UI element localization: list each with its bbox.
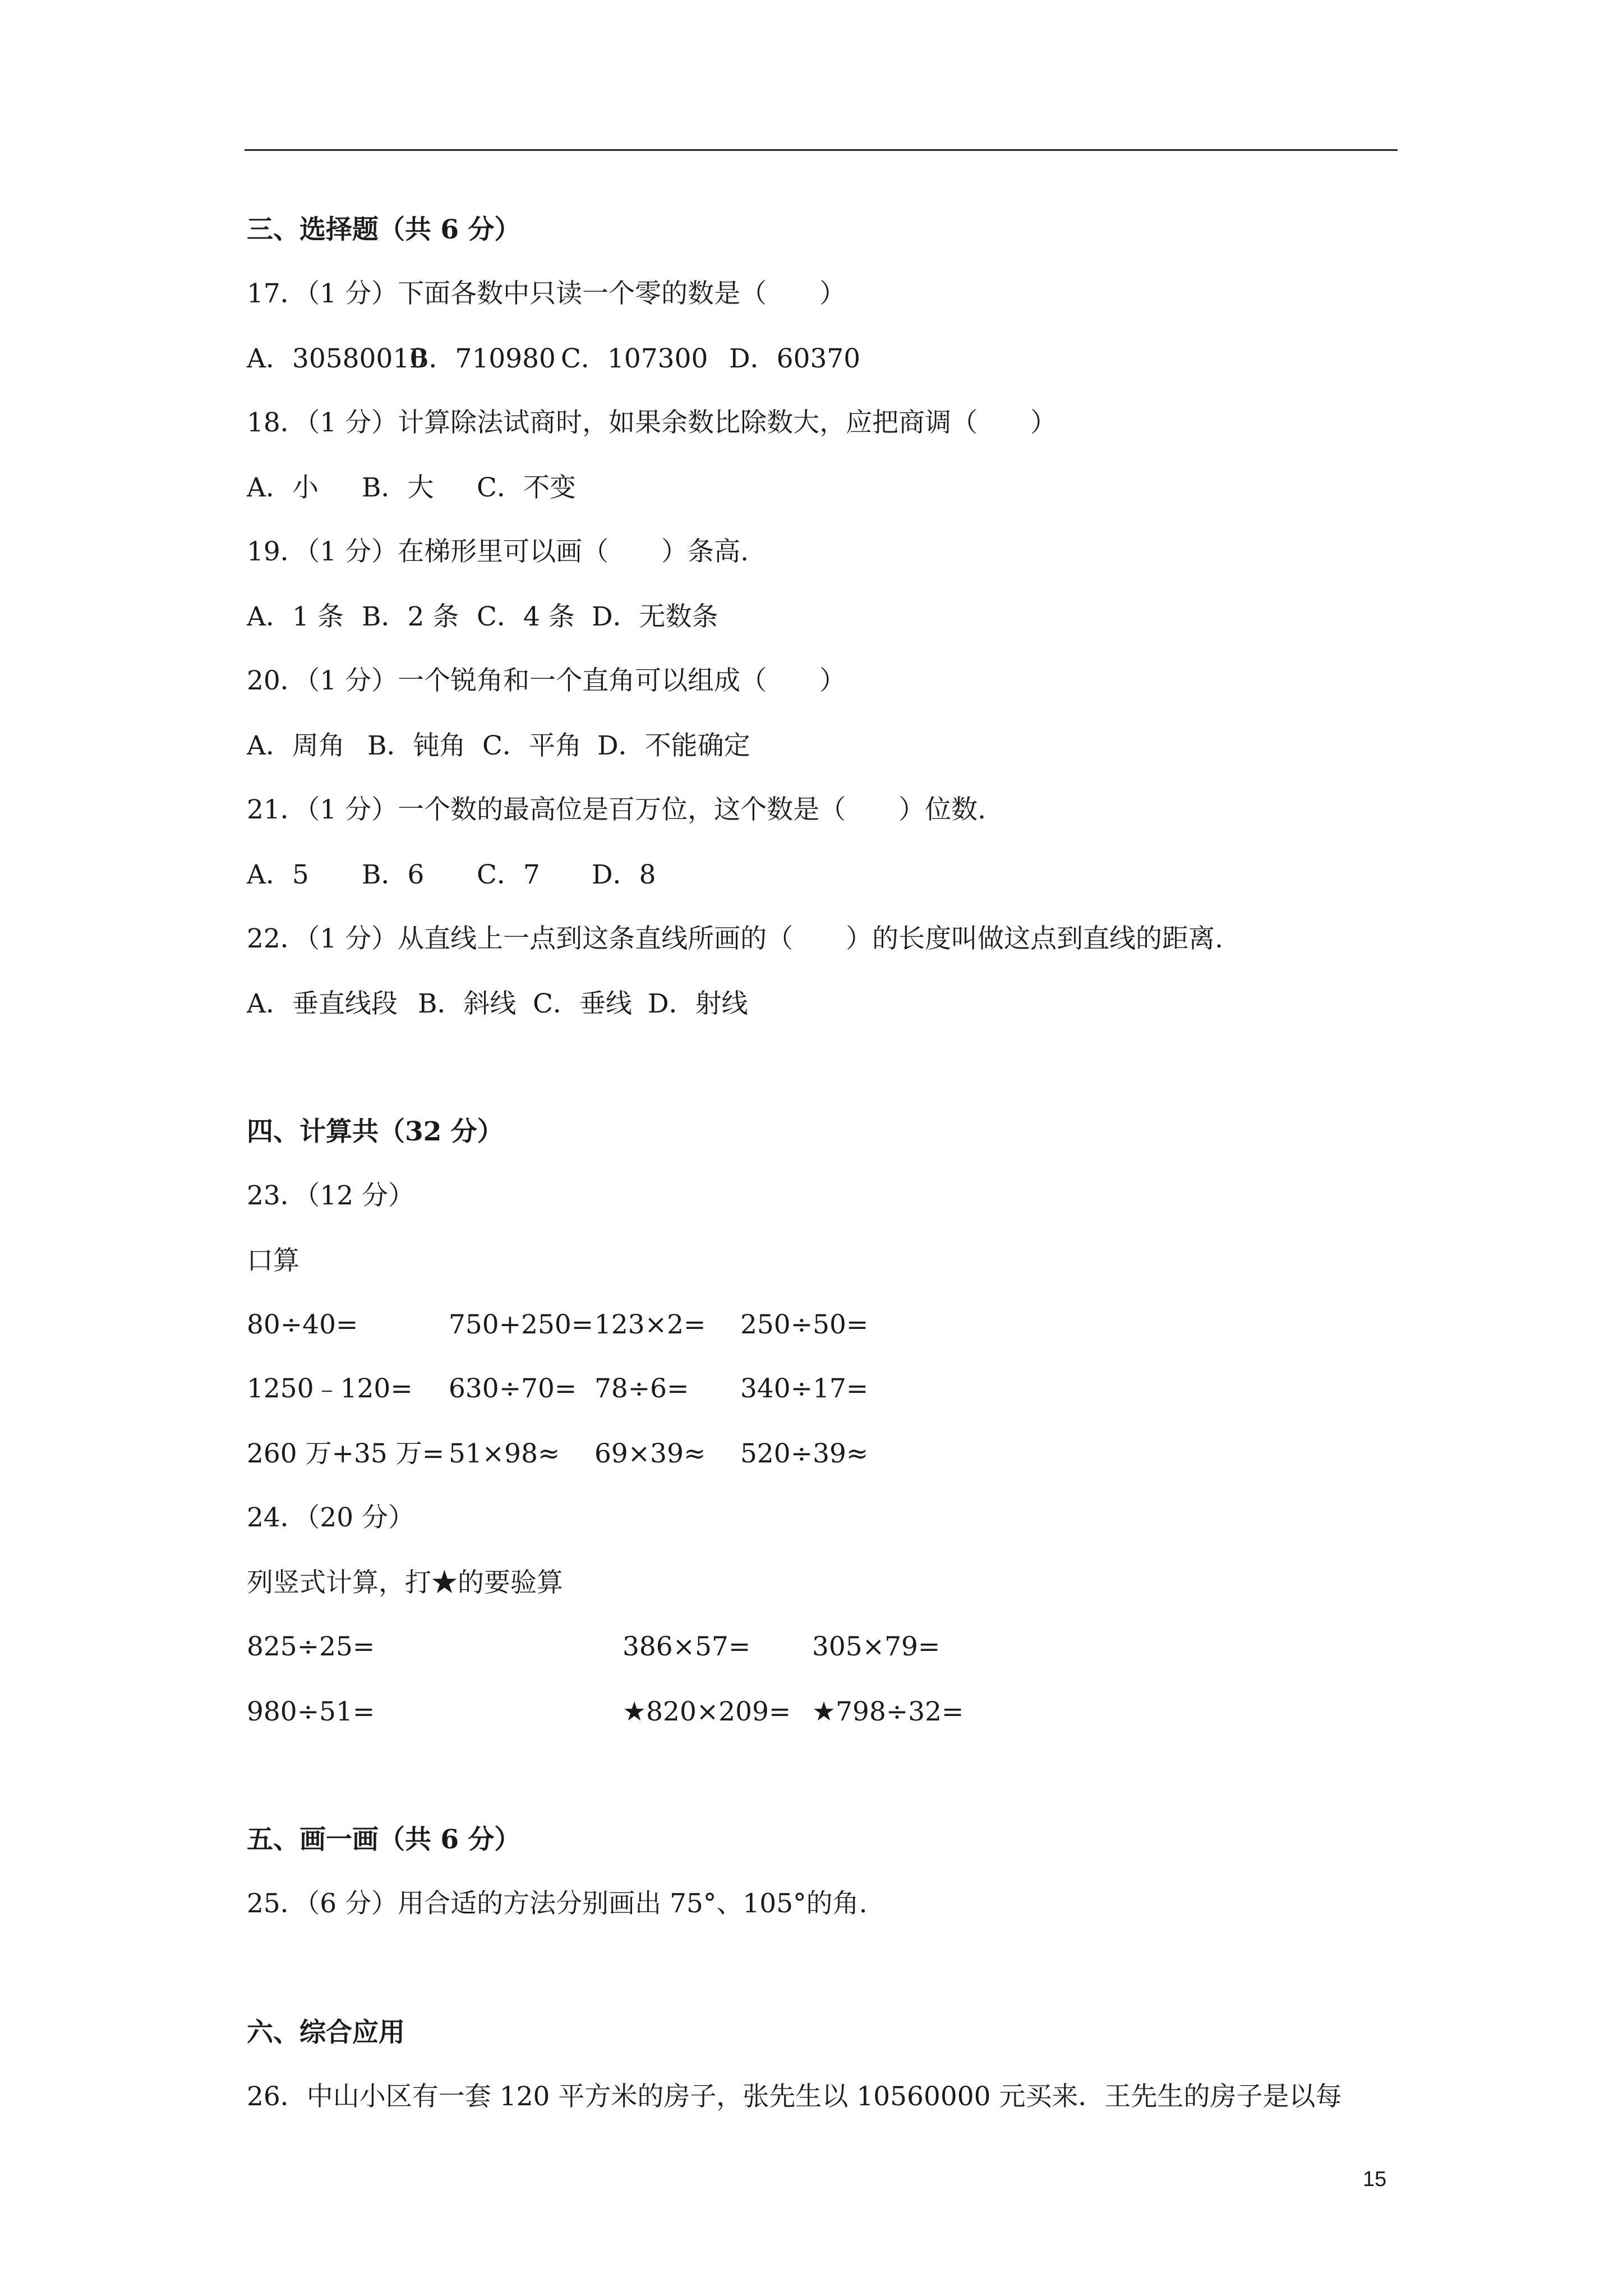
question-21-stem: 21．（1 分）一个数的最高位是百万位，这个数是（ ）位数. xyxy=(247,794,986,825)
question-26-stem: 26．中山小区有一套 120 平方米的房子，张先生以 10560000 元买来．王先生的房子是以每 xyxy=(247,2081,1342,2112)
section-4-title: 四、计算共（32 分） xyxy=(247,1116,504,1147)
mental-math-item: 123×2= xyxy=(594,1309,706,1340)
option-c: C．7 xyxy=(477,859,540,890)
option-a: A．30580010 xyxy=(247,343,427,374)
question-18-stem: 18．（1 分）计算除法试商时，如果余数比除数大，应把商调（ ） xyxy=(247,407,1057,438)
option-b: B．钝角 xyxy=(367,730,466,761)
mental-math-item: 250÷50= xyxy=(740,1309,869,1340)
option-a: A．小 xyxy=(247,472,319,503)
question-19-stem: 19．（1 分）在梯形里可以画（ ）条高. xyxy=(247,536,749,567)
option-b: B．6 xyxy=(362,859,425,890)
option-a: A．5 xyxy=(247,859,309,890)
option-c: C．4 条 xyxy=(477,601,575,632)
section-6-title: 六、综合应用 xyxy=(247,2017,405,2048)
header-rule xyxy=(245,149,1398,151)
option-c: C．平角 xyxy=(482,730,582,761)
mental-math-item: 78÷6= xyxy=(594,1373,689,1404)
vertical-calc-item: 825÷25= xyxy=(247,1631,375,1662)
option-c: C．107300 xyxy=(561,343,708,374)
question-24-subtitle: 列竖式计算，打★的要验算 xyxy=(247,1567,563,1598)
mental-math-item: 51×98≈ xyxy=(449,1438,560,1469)
option-a: A．周角 xyxy=(247,730,345,761)
question-25-stem: 25．（6 分）用合适的方法分别画出 75°、105°的角. xyxy=(247,1888,868,1919)
mental-math-item: 520÷39≈ xyxy=(740,1438,869,1469)
mental-math-item: 750+250= xyxy=(449,1309,594,1340)
option-d: D．射线 xyxy=(648,988,748,1019)
section-3-title: 三、选择题（共 6 分） xyxy=(247,214,521,245)
vertical-calc-item: 386×57= xyxy=(623,1631,751,1662)
option-b: B．710980 xyxy=(409,343,556,374)
question-20-stem: 20．（1 分）一个锐角和一个直角可以组成（ ） xyxy=(247,665,846,696)
option-b: B．大 xyxy=(362,472,434,503)
question-22-stem: 22．（1 分）从直线上一点到这条直线所画的（ ）的长度叫做这点到直线的距离. xyxy=(247,923,1224,954)
option-c: C．不变 xyxy=(477,472,576,503)
vertical-calc-item: 305×79= xyxy=(812,1631,940,1662)
option-a: A．1 条 xyxy=(247,601,344,632)
option-b: B．2 条 xyxy=(362,601,459,632)
option-d: D．无数条 xyxy=(592,601,718,632)
mental-math-item: 340÷17= xyxy=(740,1373,869,1404)
option-d: D．60370 xyxy=(729,343,861,374)
mental-math-item: 80÷40= xyxy=(247,1309,358,1340)
option-d: D．不能确定 xyxy=(597,730,750,761)
page-number: 15 xyxy=(1363,2168,1387,2191)
question-23-stem: 23．（12 分） xyxy=(247,1180,415,1211)
vertical-calc-item: 980÷51= xyxy=(247,1696,375,1727)
question-23-subtitle: 口算 xyxy=(247,1245,299,1276)
vertical-calc-item: ★798÷32= xyxy=(812,1696,964,1727)
question-24-stem: 24．（20 分） xyxy=(247,1502,415,1533)
option-d: D．8 xyxy=(592,859,656,890)
vertical-calc-item: ★820×209= xyxy=(623,1696,791,1727)
option-a: A．垂直线段 xyxy=(247,988,398,1019)
mental-math-item: 260 万+35 万= xyxy=(247,1438,445,1469)
mental-math-item: 630÷70= xyxy=(449,1373,577,1404)
mental-math-item: 69×39≈ xyxy=(594,1438,706,1469)
section-5-title: 五、画一画（共 6 分） xyxy=(247,1824,521,1855)
option-c: C．垂线 xyxy=(533,988,632,1019)
mental-math-item: 1250﹣120= xyxy=(247,1373,413,1404)
question-17-stem: 17．（1 分）下面各数中只读一个零的数是（ ） xyxy=(247,278,846,309)
option-b: B．斜线 xyxy=(418,988,517,1019)
